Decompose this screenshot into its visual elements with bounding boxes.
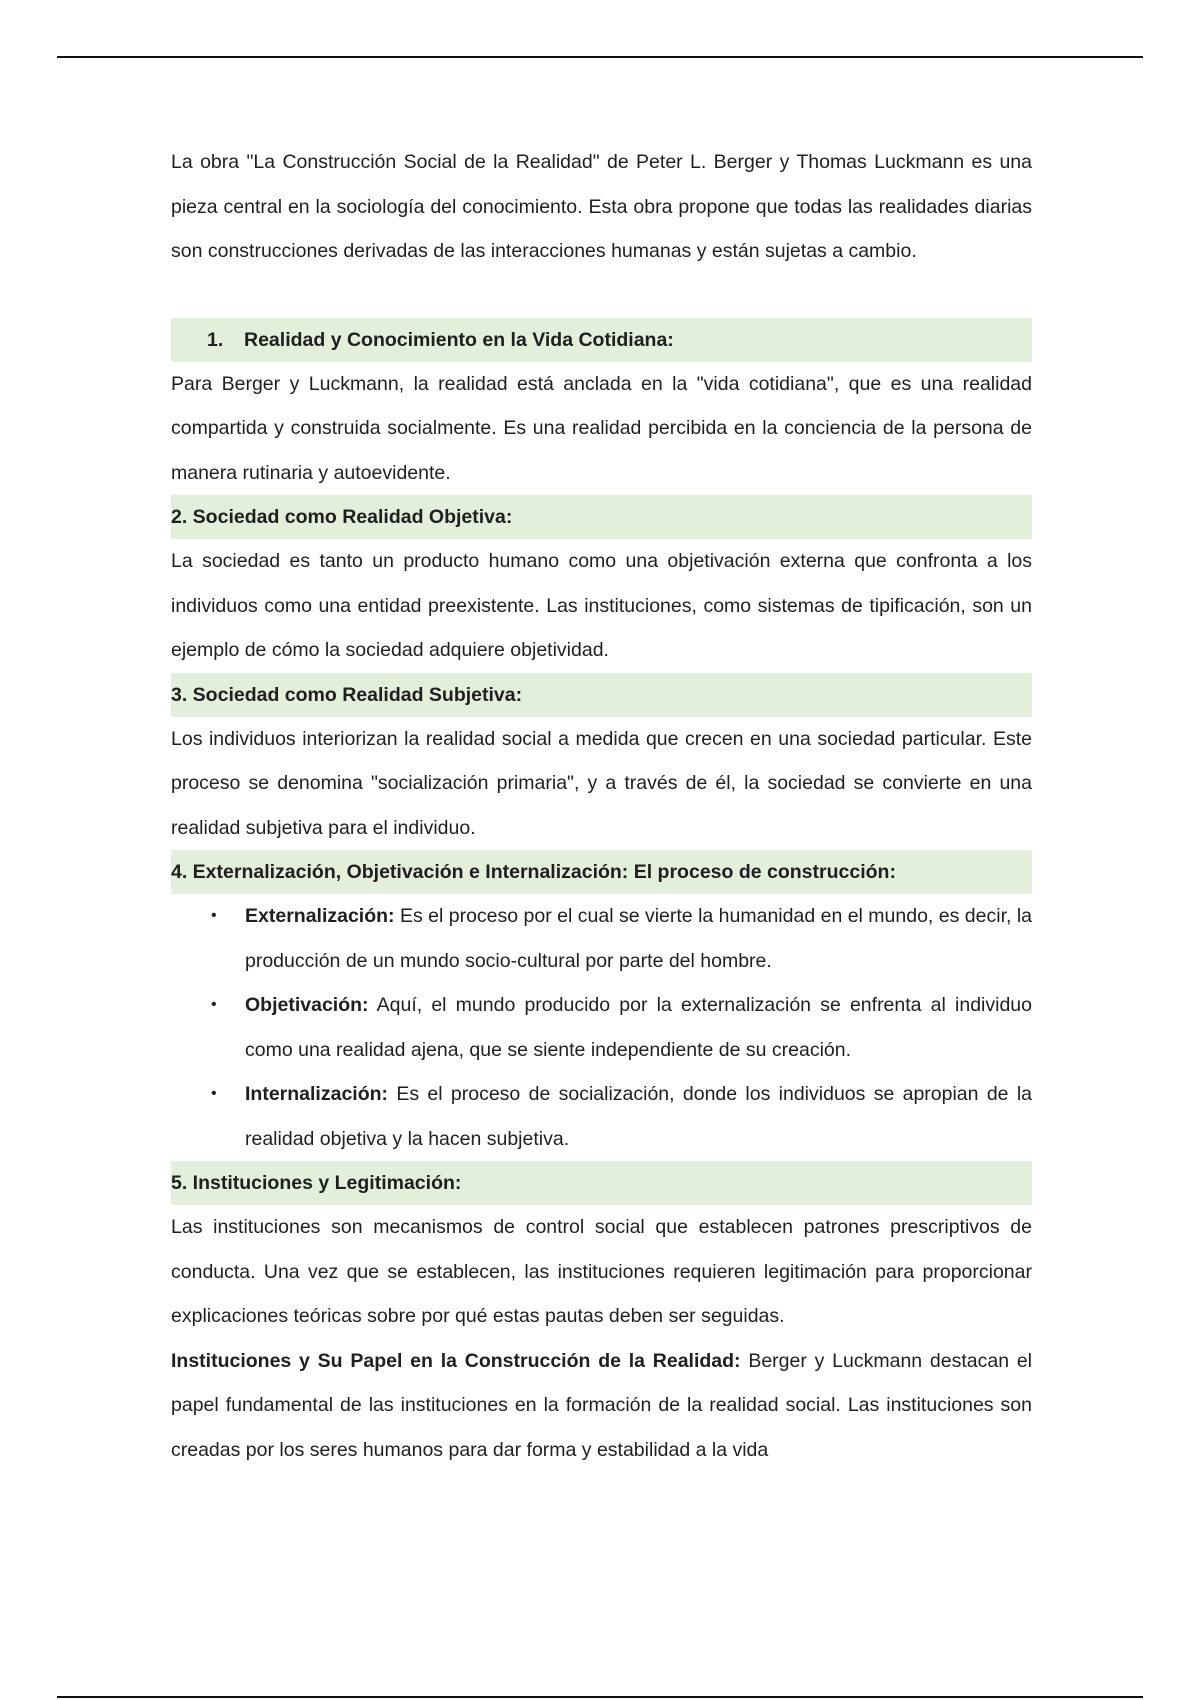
list-item-text: Es el proceso por el cual se vierte la humanidad en el mundo, es decir, la producción de un mundo socio-cultural por parte del hombre. bbox=[245, 905, 1032, 972]
section-5-heading: 5. Instituciones y Legitimación: bbox=[171, 1161, 1032, 1205]
section-2-paragraph: La sociedad es tanto un producto humano como una objetivación externa que confronta a los individuos como una entidad preexistente. Las instituciones, como sistemas de tipificación, son un ejemplo de cómo la sociedad adquiere objetividad. bbox=[171, 550, 1032, 661]
list-item-term: Objetivación: bbox=[245, 994, 369, 1016]
intro-paragraph: La obra "La Construcción Social de la Realidad" de Peter L. Berger y Thomas Luckmann es una pieza central en la sociología del conocimiento. Esta obra propone que todas las realidades diarias son construcciones derivadas de las interacciones humanas y están sujetas a cambio. bbox=[171, 151, 1032, 262]
list-item-text: Es el proceso de socialización, donde los individuos se apropian de la realidad objetiva y la hacen subjetiva. bbox=[245, 1083, 1032, 1150]
institutions-text: Berger y Luckmann destacan el papel fundamental de las instituciones en la formación de la realidad social. Las instituciones son creadas por los seres humanos para dar forma y estabilidad a la vida bbox=[171, 1349, 1033, 1461]
list-item-text: Aquí, el mundo producido por la externalización se enfrenta al individuo como una realidad ajena, que se siente independiente de su creación. bbox=[245, 994, 1032, 1061]
list-item bbox=[171, 983, 1032, 1072]
spacer bbox=[171, 274, 1032, 318]
section-1-heading-text: Realidad y Conocimiento en la Vida Cotidiana: bbox=[244, 328, 674, 351]
list-item bbox=[171, 894, 1032, 983]
list-item-term: Externalización: bbox=[245, 905, 395, 927]
bullet-icon: • bbox=[211, 1085, 217, 1102]
section-1-heading bbox=[171, 318, 1032, 362]
list-item-term: Internalización: bbox=[245, 1083, 389, 1105]
section-1-number: 1. bbox=[207, 328, 224, 351]
section-4-heading: 4. Externalización, Objetivación e Internalización: El proceso de construcción: bbox=[171, 850, 1032, 894]
bullet-icon: • bbox=[211, 907, 217, 924]
institutions-term: Instituciones y Su Papel en la Construcción de la Realidad: bbox=[171, 1349, 741, 1372]
section-5-paragraph: Las instituciones son mecanismos de control social que establecen patrones prescriptivos de conducta. Una vez que se establecen, las instituciones requieren legitimación para proporcionar explicaciones teóricas sobre por qué estas pautas deben ser seguidas. bbox=[171, 1216, 1032, 1327]
list-item bbox=[171, 1072, 1032, 1161]
header-rule bbox=[57, 56, 1143, 58]
section-2-heading: 2. Sociedad como Realidad Objetiva: bbox=[171, 495, 1032, 539]
section-3-paragraph: Los individuos interiorizan la realidad social a medida que crecen en una sociedad particular. Este proceso se denomina "socialización primaria", y a través de él, la sociedad se convierte en una realidad subjetiva para el individuo. bbox=[171, 727, 1032, 839]
section-1-paragraph: Para Berger y Luckmann, la realidad está anclada en la "vida cotidiana", que es una realidad compartida y construida socialmente. Es una realidad percibida en la conciencia de la persona de manera rutinaria y autoevidente. bbox=[171, 372, 1032, 484]
footer-rule bbox=[57, 1696, 1143, 1698]
institutions-paragraph bbox=[171, 1339, 1032, 1473]
document-body bbox=[171, 140, 1032, 1472]
section-3-heading: 3. Sociedad como Realidad Subjetiva: bbox=[171, 673, 1032, 717]
bullet-icon: • bbox=[211, 996, 217, 1013]
concept-list bbox=[171, 894, 1032, 1161]
